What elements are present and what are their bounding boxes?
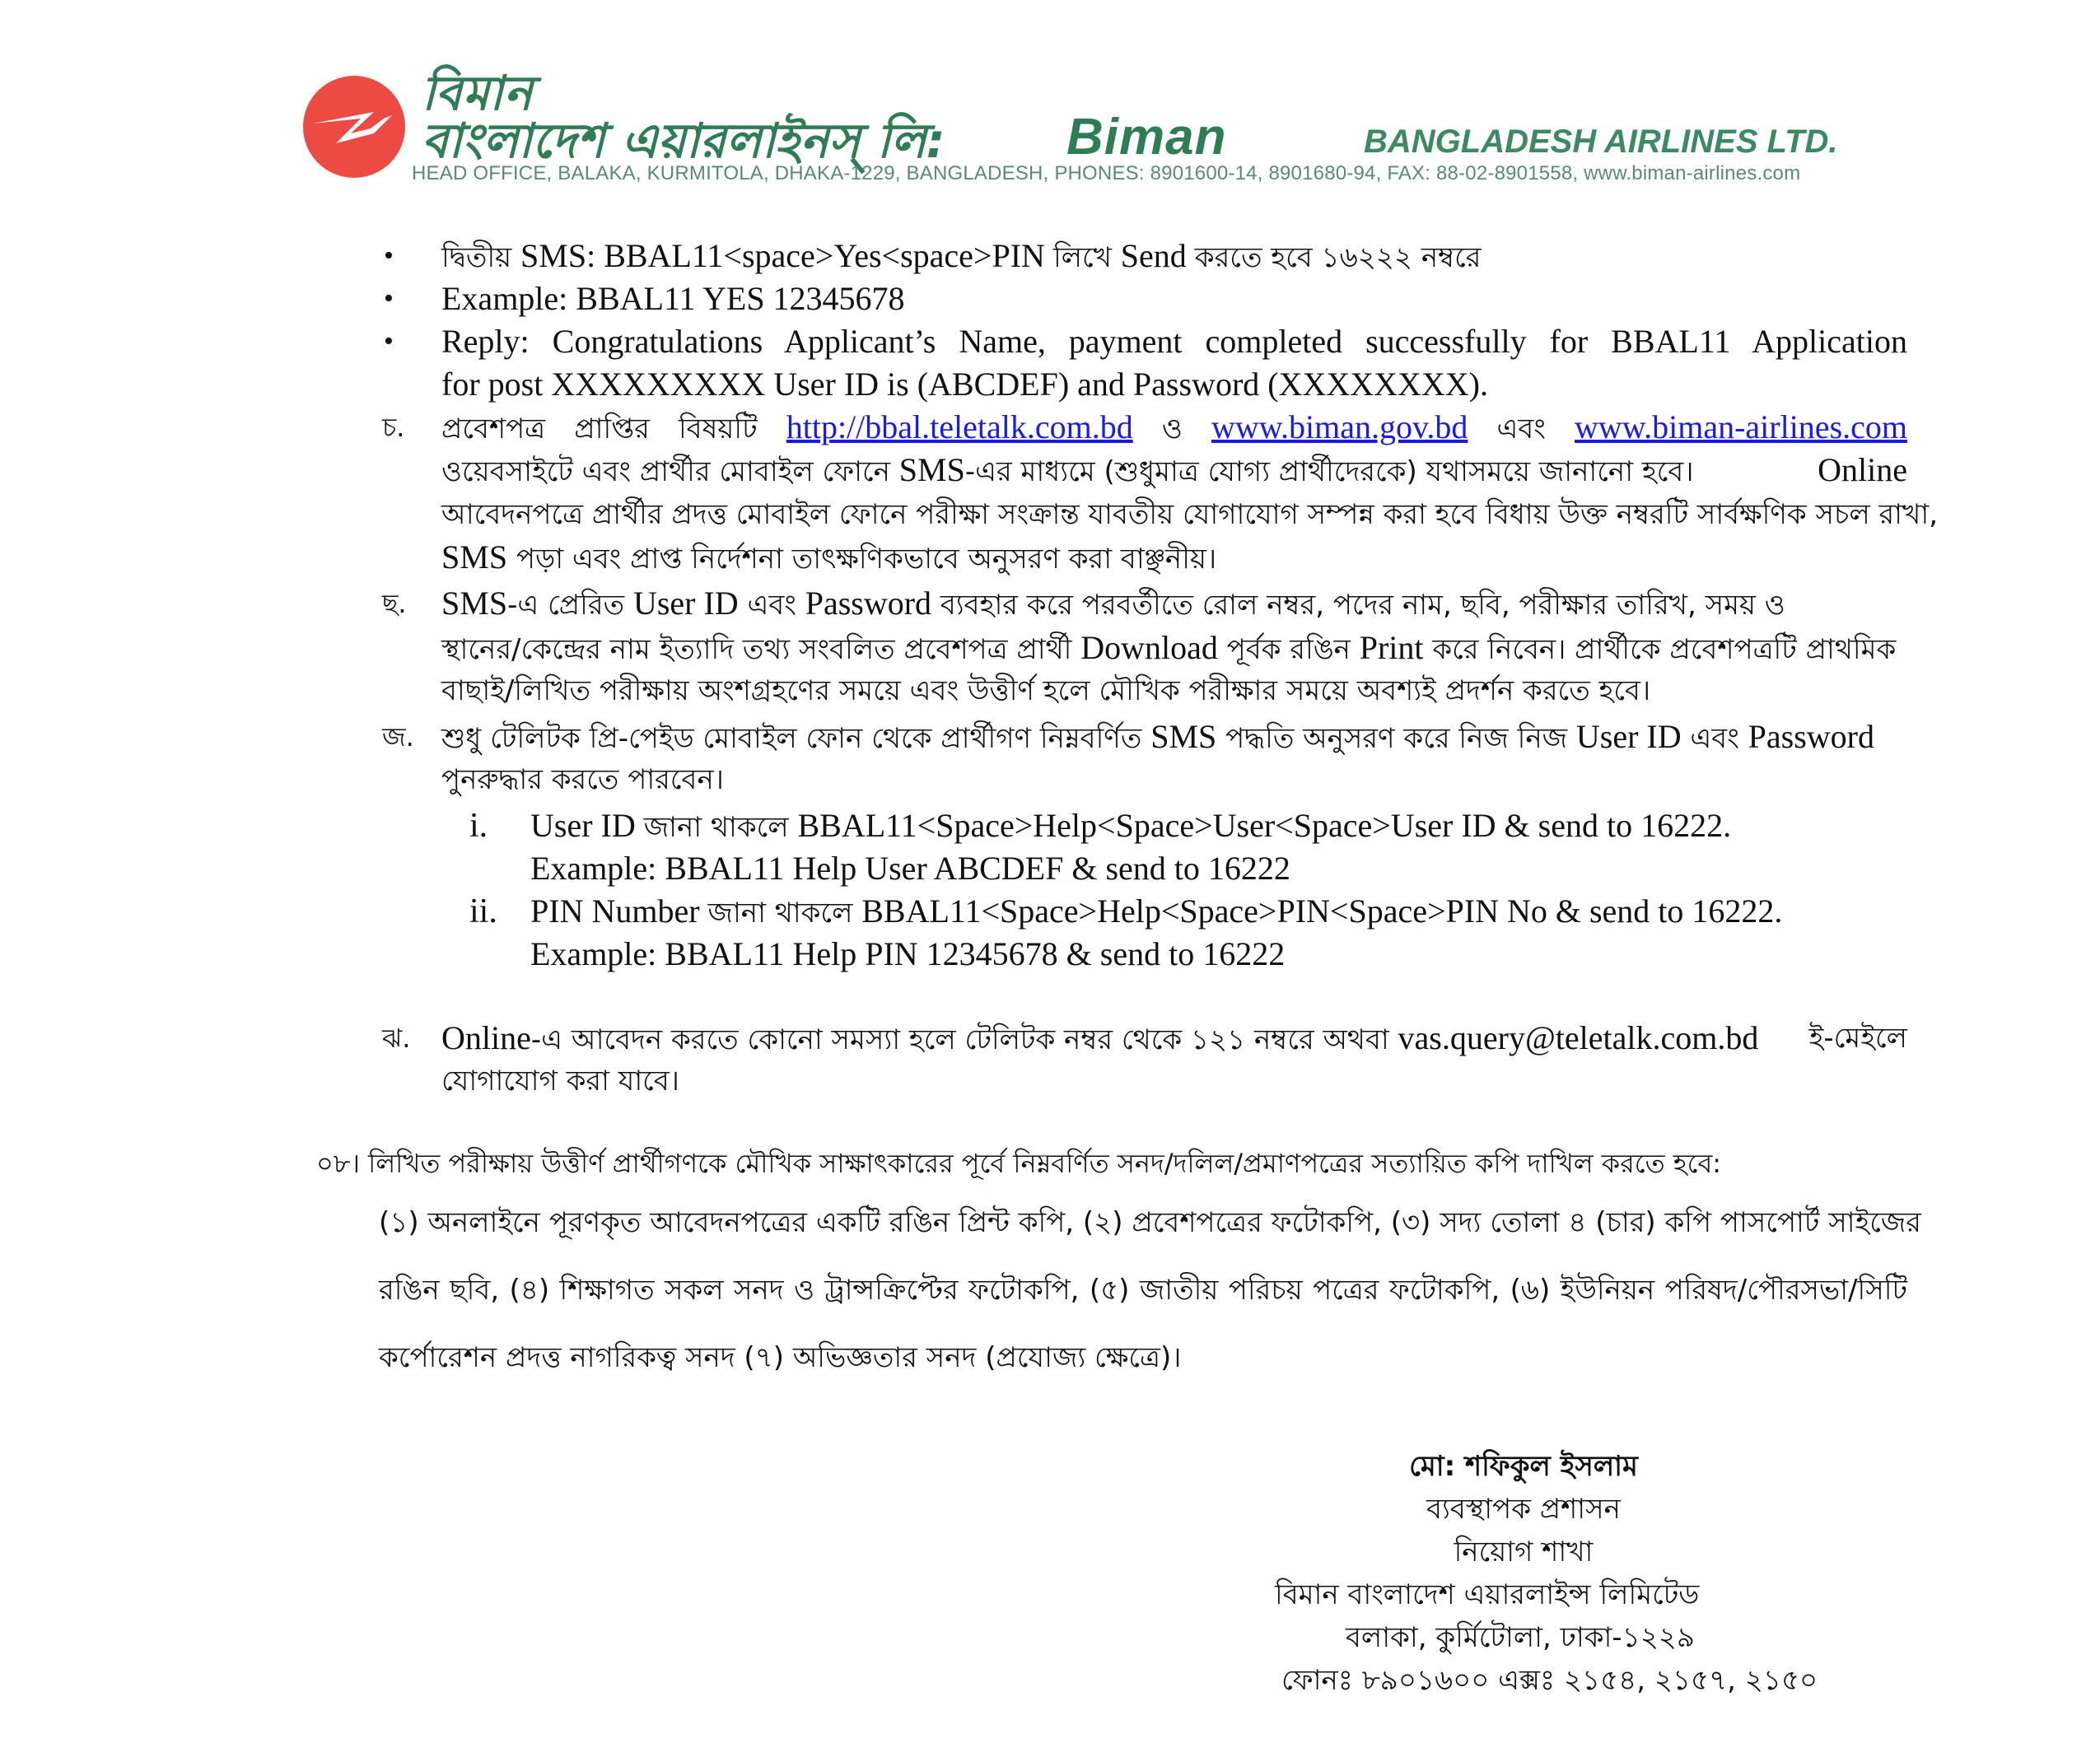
link-biman-airlines[interactable]: www.biman-airlines.com [1575, 408, 1907, 445]
text-en: Online [441, 1019, 531, 1056]
link-biman-gov[interactable]: www.biman.gov.bd [1211, 408, 1468, 445]
bullet-icon: • [384, 283, 394, 314]
text-en: SMS [441, 585, 508, 622]
text-bn: এবং [1468, 412, 1575, 445]
signatory-organization: বিমান বাংলাদেশ এয়ারলাইন্স লিমিটেড [1275, 1578, 1700, 1611]
text-en: Download [1080, 629, 1218, 666]
section-08-line1: (১) অনলাইনে পূরণকৃত আবেদনপত্রের একটি রঙিন প্রিন্ট কপি, (২) প্রবেশপত্রের ফটোকপি, (৩) সদ্য তোলা ৪ (চার) কপি পাসপোর্ট সাইজের [379, 1206, 1922, 1239]
bullet-item-second-sms [441, 235, 1482, 278]
text-en: Print [1359, 629, 1424, 666]
section-chha-line3: বাছাই/লিখিত পরীক্ষায় অংশগ্রহণের সময়ে এবং উত্তীর্ণ হলে মৌখিক পরীক্ষার সময়ে অবশ্যই প্রদর্শন করতে হবে। [441, 674, 1651, 707]
section-jha-line1 [441, 1018, 1907, 1060]
text-bn: -এ আবেদন করতে কোনো সমস্যা হলে টেলিটক নম্বর থেকে ১২১ নম্বরে অথবা [530, 1023, 1398, 1056]
text-en: Password [805, 585, 932, 622]
text-bn: এবং [738, 589, 805, 622]
signatory-name: মো: শফিকুল ইসলাম [1409, 1450, 1638, 1483]
text-en: SMS [1150, 718, 1217, 755]
text-en: SMS: BBAL11<space>Yes<space>PIN [520, 237, 1053, 274]
sub-item-pin-example: Example: BBAL11 Help PIN 12345678 & send to 16222 [530, 935, 1286, 972]
signatory-address: বলাকা, কুর্মিটোলা, ঢাকা-১২২৯ [1346, 1621, 1695, 1654]
roman-marker-i: i. [469, 807, 488, 845]
section-marker-ja: জ. [382, 721, 414, 753]
section-chha-line1 [441, 583, 1785, 626]
text-bn: লিখে [1052, 241, 1121, 274]
text-en: BBAL11<Space>Help<Space>User<Space>User ID & send to 16222. [797, 807, 1732, 844]
section-chha-line2 [441, 627, 1896, 670]
text-en: SMS [898, 451, 965, 488]
section-cha-line3: আবেদনপত্রে প্রার্থীর প্রদত্ত মোবাইল ফোনে পরীক্ষা সংক্রান্ত যাবতীয় যোগাযোগ সম্পন্ন করা হবে বিধায় উক্ত নম্বরটি সার্বক্ষণিক সচল রাখা, [441, 498, 1939, 531]
brand-biman-wordmark: Biman [1066, 109, 1227, 165]
text-bn: -এর মাধ্যমে (শুধুমাত্র যোগ্য প্রার্থীদেরকে) যথাসময়ে জানানো হবে। [964, 455, 1694, 488]
roman-marker-ii: ii. [469, 892, 497, 930]
signatory-department: নিয়োগ শাখা [1454, 1536, 1594, 1568]
text-en: User ID [632, 585, 739, 622]
text-bn: পদ্ধতি অনুসরণ করে নিজ নিজ [1216, 722, 1576, 755]
text-en: PIN Number [530, 892, 708, 930]
section-cha-line4 [441, 537, 1216, 580]
text-bn: এবং [1681, 722, 1748, 755]
text-bn: ই-মেইলে [1808, 1022, 1907, 1055]
link-bbal-teletalk[interactable]: http://bbal.teletalk.com.bd [786, 408, 1133, 445]
text-en: Password [1748, 718, 1874, 755]
signatory-phone: ফোনঃ ৮৯০১৬০০ এক্সঃ ২১৫৪, ২১৫৭, ২১৫০ [1281, 1664, 1818, 1697]
text-bn: ব্যবহার করে পরবর্তীতে রোল নম্বর, পদের নাম, ছবি, পরীক্ষার তারিখ, সময় ও [931, 589, 1785, 622]
text-bn: জানা থাকলে [707, 897, 862, 930]
sub-item-user-id-line1 [530, 805, 1731, 848]
bullet-icon: • [384, 240, 394, 271]
letterhead [296, 64, 1902, 196]
text-en: User ID [530, 807, 644, 844]
sub-item-user-id-example: Example: BBAL11 Help User ABCDEF & send to 16222 [530, 850, 1290, 887]
section-ja-line1 [441, 716, 1874, 759]
text-bn: স্থানের/কেন্দ্রের নাম ইত্যাদি তথ্য সংবলিত প্রবেশপত্র প্রার্থী [441, 633, 1081, 666]
section-marker-cha: চ. [382, 412, 405, 443]
section-08-heading: ০৮। লিখিত পরীক্ষায় উত্তীর্ণ প্রার্থীগণকে মৌখিক সাক্ষাৎকারের পূর্বে নিম্নবর্ণিত সনদ/দলিল/প্রমাণপত্রের সত্যায়িত কপি দাখিল করতে হবে: [316, 1148, 1722, 1179]
section-marker-chha: ছ. [382, 588, 407, 619]
stork-logo-icon [303, 76, 405, 178]
bullet-icon: • [384, 326, 394, 357]
brand-bengali-line1: বিমান [422, 65, 534, 121]
text-en: Send [1120, 237, 1195, 274]
section-cha-line2 [441, 450, 1907, 492]
text-bn: করে নিবেন। প্রার্থীকে প্রবেশপত্রটি প্রাথমিক [1423, 633, 1897, 666]
section-08-line3: কর্পোরেশন প্রদত্ত নাগরিকত্ব সনদ (৭) অভিজ্ঞতার সনদ (প্রযোজ্য ক্ষেত্রে)। [379, 1341, 1182, 1374]
section-ja-line2: পুনরুদ্ধার করতে পারবেন। [441, 763, 724, 796]
text-bn: করতে হবে ১৬২২২ নম্বরে [1194, 241, 1482, 274]
text-bn: দ্বিতীয় [441, 241, 521, 274]
text-bn: ওয়েবসাইটে এবং প্রার্থীর মোবাইল ফোনে [441, 455, 899, 488]
section-cha-line1 [441, 407, 1907, 450]
biman-logo [303, 76, 405, 178]
email-address: vas.query@teletalk.com.bd [1398, 1019, 1759, 1056]
signatory-designation: ব্যবস্থাপক প্রশাসন [1426, 1493, 1621, 1526]
text-bn: জানা থাকলে [643, 811, 798, 844]
text-bn: পূর্বক রঙিন [1217, 633, 1360, 666]
text-en: BBAL11<Space>Help<Space>PIN<Space>PIN No & send to 16222. [861, 892, 1783, 930]
bullet-item-reply-line2: for post XXXXXXXXX User ID is (ABCDEF) and Password (XXXXXXXX). [441, 366, 1488, 403]
text-en: SMS [441, 538, 508, 576]
bullet-item-reply-line1: Reply: Congratulations Applicant’s Name, payment completed successfully for BBAL11 Application [441, 323, 1907, 360]
brand-english-name: BANGLADESH AIRLINES LTD. [1364, 124, 1838, 160]
text-bn: -এ প্রেরিত [507, 589, 633, 622]
text-bn: শুধু টেলিটক প্রি-পেইড মোবাইল ফোন থেকে প্রার্থীগণ নিম্নবর্ণিত [441, 722, 1151, 755]
head-office-address: HEAD OFFICE, BALAKA, KURMITOLA, DHAKA-1229, BANGLADESH, PHONES: 8901600-14, 8901680-94, FAX: 88-02-8901558, www.biman-airlines.com [412, 162, 1801, 184]
section-jha-line2: যোগাযোগ করা যাবে। [441, 1065, 679, 1098]
text-en: Online [1818, 451, 1907, 488]
text-bn: ও [1132, 412, 1211, 445]
text-en: User ID [1575, 718, 1682, 755]
section-marker-jha: ঝ. [382, 1023, 411, 1054]
text-bn: পড়া এবং প্রাপ্ত নির্দেশনা তাৎক্ষণিকভাবে অনুসরণ করা বাঞ্ছনীয়। [507, 543, 1217, 576]
brand-bengali-line2: বাংলাদেশ এয়ারলাইনস্ লি: [422, 113, 945, 169]
bullet-item-example: Example: BBAL11 YES 12345678 [441, 280, 905, 317]
section-08-line2: রঙিন ছবি, (৪) শিক্ষাগত সকল সনদ ও ট্রান্সক্রিপ্টের ফটোকপি, (৫) জাতীয় পরিচয় পত্রের ফটোকপি, (৬) ইউনিয়ন পরিষদ/পৌরসভা/সিটি [379, 1274, 1907, 1307]
text-bn: প্রবেশপত্র প্রাপ্তির বিষয়টি [441, 412, 786, 445]
sub-item-pin-line1 [530, 891, 1782, 934]
